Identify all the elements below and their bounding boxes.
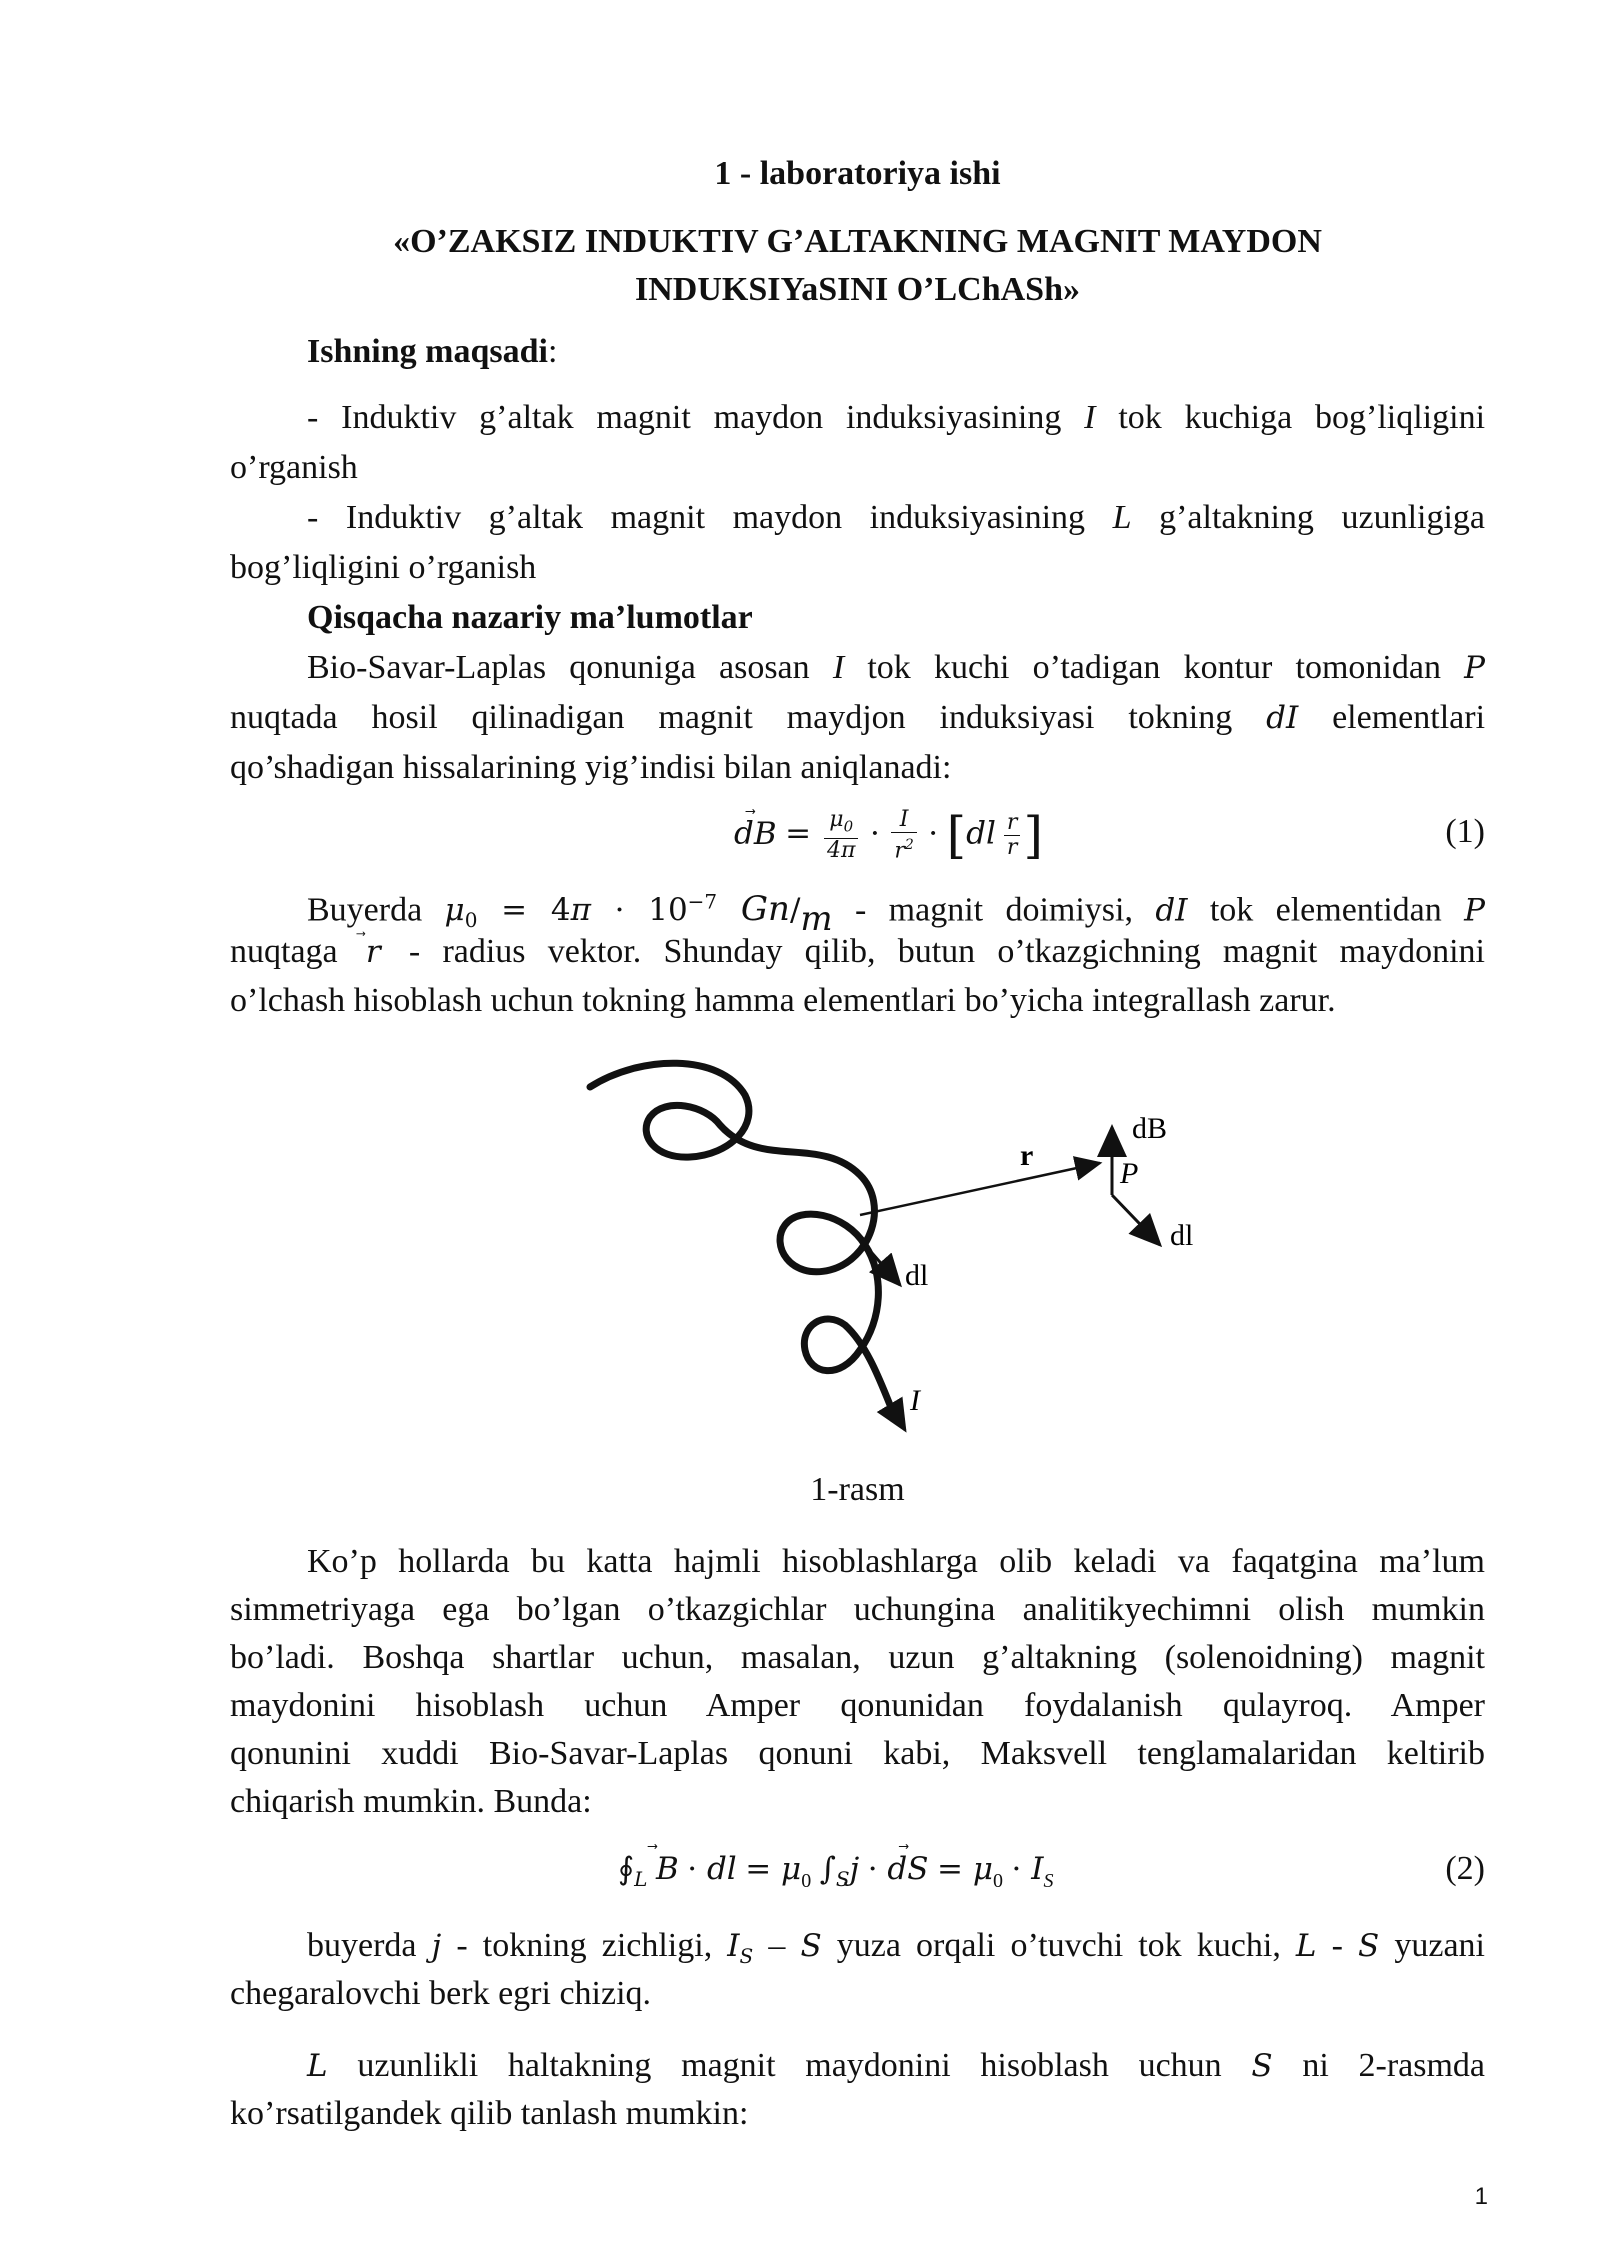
label-P: P [1120, 1157, 1139, 1190]
para5-text-b: ni 2-rasmda [1302, 2047, 1486, 2084]
equation-2: $∮_L$ B · dl = $\mu_0$ $\int_Sj$ · dS = $\mu_0 \cdot I_S$ [618, 1851, 1054, 1892]
equation-2-number: (2) [1445, 1850, 1485, 1887]
figure-1-caption: 1-rasm [810, 1471, 905, 1508]
goal-item-2-cont: bog’liqligini o’rganish [230, 549, 537, 586]
goal-item-2-text-a: - Induktiv g’altak magnit maydon induksiyasining [307, 499, 1086, 536]
var-I-2: I [832, 649, 845, 686]
para4-text-d: yuzani [1394, 1927, 1486, 1964]
para4-text-a: buyerda [307, 1927, 417, 1964]
para3-line4: maydonini hisoblash uchun Amper qonunidan foydalanish qulayroq. Amper [230, 1687, 1485, 1724]
goal-item-1-cont: o’rganish [230, 449, 358, 486]
figure-1-coil-diagram [560, 1045, 1240, 1445]
goal-heading-line [230, 328, 1485, 376]
para4-line1: buyerda j - tokning zichligi, $I_S$ – S yuza orqali o’tuvchi tok kuchi, L - S yuzani [307, 1927, 1486, 1969]
para2-line3: o’lchash hisoblash uchun tokning hamma elementlari bo’yicha integrallash zarur. [230, 982, 1336, 1019]
para4-text-b: - tokning zichligi, [456, 1927, 713, 1964]
para2-text-c: tok elementidan [1209, 891, 1442, 929]
goal-item-1-text-b: tok kuchiga bog’liqligini [1118, 399, 1486, 436]
para3-line3: bo’ladi. Boshqa shartlar uchun, masalan, uzun g’altakning (solenoidning) magnit [230, 1639, 1485, 1676]
var-I: I [1084, 399, 1096, 436]
para5-text-a: uzunlikli haltakning magnit maydonini hisoblash uchun [357, 2047, 1222, 2084]
current-arrow-shaft [890, 1405, 905, 1430]
label-r: r [1020, 1139, 1034, 1172]
label-dB: dB [1132, 1112, 1168, 1145]
para3-line5: qonunini xuddi Bio-Savar-Laplas qonuni kabi, Maksvell tenglamalaridan keltirib [230, 1735, 1485, 1772]
para3-line1: Ko’p hollarda bu katta hajmli hisoblashlarga olib keladi va faqatgina ma’lum [307, 1543, 1485, 1580]
para2-text-a: Buyerda [307, 891, 423, 929]
para5-line1: L uzunlikli haltakning magnit maydonini hisoblash uchun S ni 2-rasmda [307, 2047, 1486, 2084]
para1-text-c: nuqtada hosil qilinadigan magnit maydjon induksiyasi tokning [230, 699, 1233, 736]
para1-text-a: Bio-Savar-Laplas qonuniga asosan [307, 649, 810, 686]
label-I: I [910, 1384, 920, 1417]
para3-line2: simmetriyaga ega bo’lgan o’tkazgichlar uchungina analitikyechimni olish mumkin [230, 1591, 1485, 1628]
para4-line2: chegaralovchi berk egri chiziq. [230, 1975, 652, 2012]
var-dI: dI [1266, 700, 1299, 736]
goal-heading: Ishning maqsadi [307, 333, 548, 370]
var-dI-2: dI [1155, 892, 1188, 929]
var-L: L [1112, 499, 1132, 536]
equation-1: dB = $\frac{\mu_0}{4\pi}$ · $\frac{I}{r^2}$ · [dl $\frac{r}{r}$ ] [734, 806, 1043, 865]
mu0-formula: $\mu_0 = 4\pi \cdot 10^{-7}$ Gn/m [444, 889, 833, 940]
label-dl-right: dl [1170, 1219, 1194, 1252]
para3-line6: chiqarish mumkin. Bunda: [230, 1783, 592, 1820]
label-dl-left: dl [905, 1259, 929, 1292]
para2-line2 [230, 928, 1485, 976]
lab-subtitle-line2: INDUKSIYaSINI O’LChASh» [635, 271, 1080, 308]
para4-text-c: yuza orqali o’tuvchi tok kuchi, [836, 1927, 1281, 1964]
para1-text-b: tok kuchi o’tadigan kontur tomonidan [867, 649, 1441, 686]
para2-text-d: nuqtaga [230, 933, 338, 970]
lab-subtitle-line1: «O’ZAKSIZ INDUKTIV G’ALTAKNING MAGNIT MAYDON [393, 223, 1322, 260]
goal-item-1-text-a: - Induktiv g’altak magnit maydon induksiyasining [307, 399, 1062, 436]
radius-vector-symbol: r [365, 934, 381, 970]
goal-item-2 [230, 494, 1485, 542]
r-vector [860, 1163, 1100, 1215]
page-number: 1 [1474, 2183, 1488, 2210]
para1-line3: qo’shadigan hissalarining yig’indisi bilan aniqlanadi: [230, 749, 952, 786]
dl-vector-left [865, 1245, 900, 1285]
goal-item-1 [230, 394, 1485, 442]
goal-colon: : [547, 333, 558, 370]
var-P-2: P [1464, 892, 1485, 929]
para2-text-b: - magnit doimiysi, [855, 891, 1133, 929]
var-P: P [1464, 650, 1486, 686]
theory-heading: Qisqacha nazariy ma’lumotlar [307, 599, 753, 636]
equation-1-number: (1) [1445, 813, 1485, 850]
goal-item-2-text-b: g’altakning uzunligiga [1159, 499, 1485, 536]
para5-line2: ko’rsatilgandek qilib tanlash mumkin: [230, 2095, 749, 2132]
para1-text-d: elementlari [1332, 699, 1486, 736]
lab-title: 1 - laboratoriya ishi [714, 155, 1001, 192]
dl-vector-right [1112, 1195, 1160, 1245]
para2-text-e: - radius vektor. Shunday qilib, butun o’tkazgichning magnit maydonini [408, 933, 1485, 970]
coil-wire [590, 1063, 890, 1405]
para1-line1 [230, 644, 1485, 692]
para1-line2 [230, 694, 1485, 742]
